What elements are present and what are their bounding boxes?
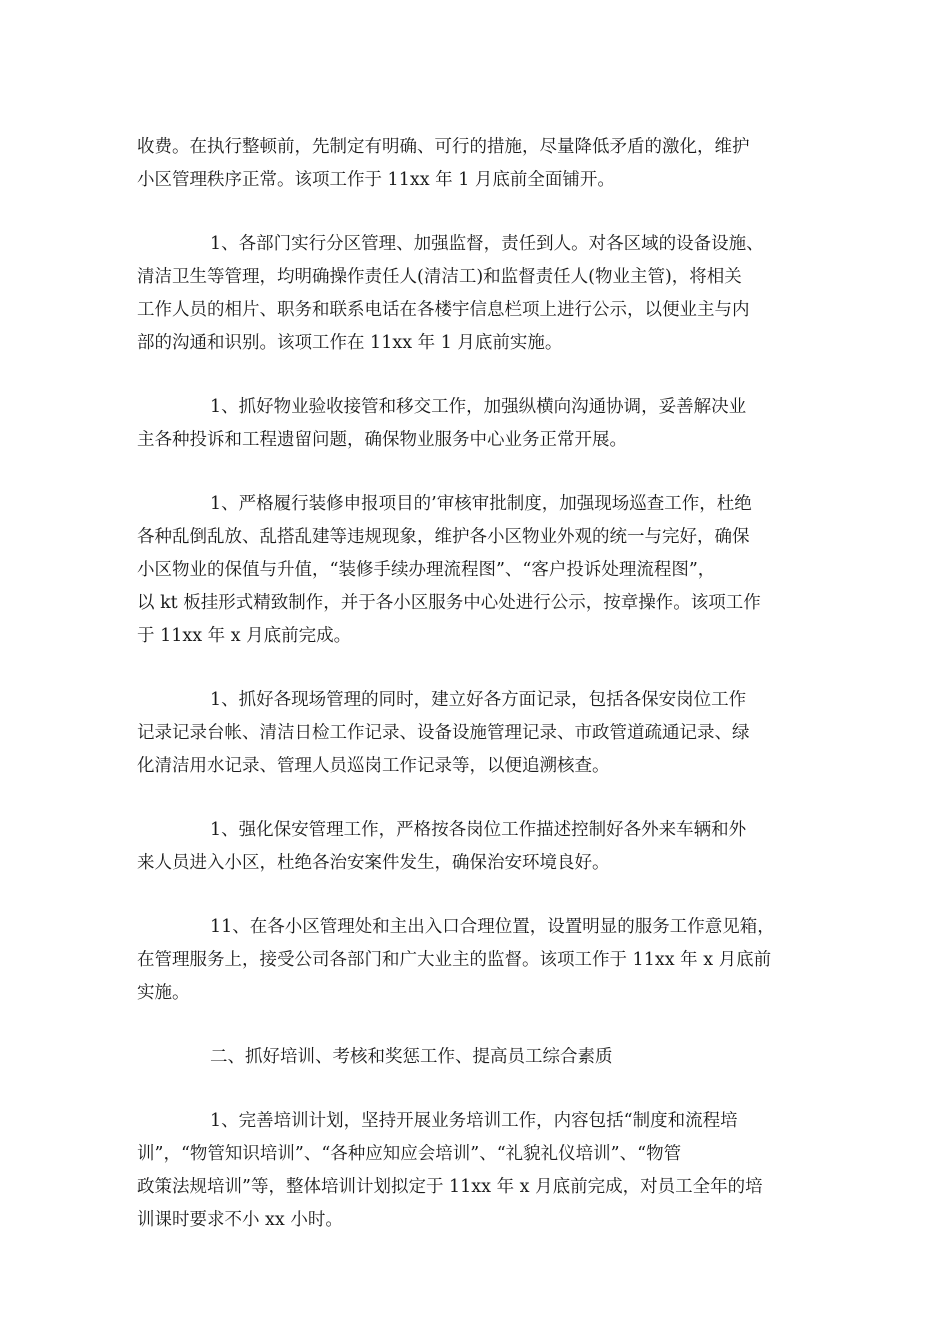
text-line: 政策法规培训”等，整体培训计划拟定于 11xx 年 x 月底前完成，对员工全年的培 — [137, 1177, 763, 1197]
text-line: 1、强化保安管理工作，严格按各岗位工作描述控制好各外来车辆和外 — [210, 820, 747, 840]
text-line: 训课时要求不小 xx 小时。 — [137, 1210, 343, 1230]
text-line: 1、严格履行装修申报项目的’审核审批制度，加强现场巡查工作，杜绝 — [210, 494, 752, 514]
text-line: 小区管理秩序正常。该项工作于 11xx 年 1 月底前全面铺开。 — [137, 170, 615, 190]
text-line: 化清洁用水记录、管理人员巡岗工作记录等，以便追溯核查。 — [137, 756, 610, 776]
text-line: 1、完善培训计划，坚持开展业务培训工作，内容包括“制度和流程培 — [210, 1111, 738, 1131]
text-line: 于 11xx 年 x 月底前完成。 — [137, 626, 352, 646]
text-line: 1、各部门实行分区管理、加强监督，责任到人。对各区域的设备设施、 — [210, 234, 764, 254]
text-line: 1、抓好各现场管理的同时，建立好各方面记录，包括各保安岗位工作 — [210, 690, 747, 710]
paragraph — [137, 911, 817, 1010]
text-line: 清洁卫生等管理，均明确操作责任人(清洁工)和监督责任人(物业主管)，将相关 — [137, 267, 742, 287]
text-line: 训”，“物管知识培训”、“各种应知应会培训”、“礼貌礼仪培训”、“物管 — [137, 1144, 682, 1164]
text-line: 11、在各小区管理处和主出入口合理位置，设置明显的服务工作意见箱， — [210, 917, 775, 937]
paragraph — [137, 1105, 817, 1237]
document-body — [137, 131, 817, 1268]
text-line: 主各种投诉和工程遗留问题，确保物业服务中心业务正常开展。 — [137, 430, 627, 450]
paragraph — [137, 228, 817, 360]
text-line: 部的沟通和识别。该项工作在 11xx 年 1 月底前实施。 — [137, 333, 563, 353]
paragraph — [137, 684, 817, 783]
text-line: 来人员进入小区，杜绝各治安案件发生，确保治安环境良好。 — [137, 853, 610, 873]
text-line: 实施。 — [137, 983, 190, 1003]
text-line: 在管理服务上，接受公司各部门和广大业主的监督。该项工作于 11xx 年 x 月底前 — [137, 950, 772, 970]
text-line: 工作人员的相片、职务和联系电话在各楼宇信息栏项上进行公示，以便业主与内 — [137, 300, 750, 320]
text-line: 各种乱倒乱放、乱搭乱建等违规现象，维护各小区物业外观的统一与完好，确保 — [137, 527, 750, 547]
text-line: 以 kt 板挂形式精致制作，并于各小区服务中心处进行公示，按章操作。该项工作 — [137, 593, 761, 613]
text-line: 小区物业的保值与升值，“装修手续办理流程图”、“客户投诉处理流程图”， — [137, 560, 716, 580]
paragraph — [137, 488, 817, 653]
text-line: 1、抓好物业验收接管和移交工作，加强纵横向沟通协调，妥善解决业 — [210, 397, 747, 417]
text-line: 收费。在执行整顿前，先制定有明确、可行的措施，尽量降低矛盾的激化，维护 — [137, 137, 750, 157]
text-line: 记录记录台帐、清洁日检工作记录、设备设施管理记录、市政管道疏通记录、绿 — [137, 723, 750, 743]
paragraph — [137, 131, 817, 197]
paragraph — [137, 391, 817, 457]
text-line: 二、抓好培训、考核和奖惩工作、提高员工综合素质 — [210, 1047, 613, 1067]
paragraph — [137, 814, 817, 880]
section-heading — [137, 1041, 817, 1074]
